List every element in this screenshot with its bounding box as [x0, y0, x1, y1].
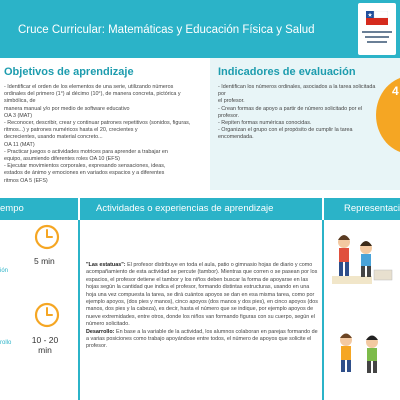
objectives-title: Objetivos de aprendizaje — [4, 66, 134, 78]
column-divider — [78, 198, 80, 220]
objectives-panel — [0, 58, 208, 190]
indicator-line: - Repiten formas numéricas conocidas. — [218, 120, 312, 127]
indicator-line: - Identifican los números ordinales, asociados a la tarea solicitada por — [218, 84, 376, 98]
section-header-band — [0, 198, 400, 220]
duration-unit: min — [38, 345, 52, 355]
column-divider — [322, 198, 324, 220]
ministry-logo — [358, 3, 396, 55]
indicators-title: Indicadores de evaluación — [218, 66, 356, 78]
activity-line: apoyos, (dos pies y manos), cinco apoyos (dos manos y dos pies), en cinco apoyos — [106, 299, 306, 306]
objective-line: ritmos OA 5 (EFS) — [4, 177, 48, 184]
logo-text-line — [365, 36, 389, 38]
closing-text: En base a la variable de la actividad, los alumnos colaboran en parejas formando de a varias posiciones como trabajo apoyándose entre todos, el número de apoyos que solicite el profesor. — [86, 328, 318, 350]
duration-value: 10 - 20 — [31, 335, 59, 345]
activity-line: (dos manos, dos pies y la cabeza), es decir, hasta el número que se indique, — [86, 299, 318, 313]
indicator-line: el profesor. — [218, 98, 245, 105]
activity-line: El profesor distribuye en toda el aula, patio o gimnasio hojas de diario y — [127, 262, 298, 268]
activity-line: por ejemplo apoyos de nueve extremidades, entre otros, donde los niños van — [86, 306, 314, 320]
objective-line: ordinales del primero (1°) al décimo (10°), de manera concreta, pictórica y simbólica, de — [4, 91, 181, 105]
logo-text-line — [362, 31, 392, 33]
objective-line: decrecientes, usando material concreto... — [4, 134, 103, 141]
duration-label — [28, 335, 62, 355]
objective-line: estados de ánimo y emociones en variados espacios y a diferentes — [4, 170, 165, 177]
header-bar — [0, 0, 400, 58]
page-title: Cruce Curricular: Matemáticas y Educación Física y Salud — [18, 24, 315, 36]
objective-line: equipo, asumiendo diferentes roles OA 10 (EFS) — [4, 156, 120, 163]
activity-closing — [86, 329, 318, 351]
logo-text-line — [367, 41, 387, 43]
duration-label: 5 min — [34, 256, 55, 266]
clock-icon — [34, 224, 60, 250]
activities-column-header: Actividades o experiencias de aprendizaje — [96, 203, 274, 214]
time-column-header: empo — [0, 203, 24, 214]
flag-icon — [366, 11, 388, 25]
level-badge-digit: 4 — [392, 84, 399, 98]
indicators-panel — [210, 58, 400, 190]
objective-line: - Practicar juegos o actividades motrices para aprender a trabajar en — [4, 148, 168, 155]
children-group-illustration — [330, 326, 398, 386]
indicator-line: - Organizan el grupo con el propósito de cumplir la tarea encomendada. — [218, 127, 353, 141]
representation-column-header: Representaci — [344, 203, 400, 214]
column-divider — [322, 220, 324, 400]
objective-line: manera manual y/o por medio de software educativo — [4, 105, 130, 112]
objective-line: OA 11 (MAT) — [4, 141, 35, 148]
phase-label: ión — [0, 268, 9, 274]
objectives-body — [4, 84, 204, 185]
objective-line: - Ejecutar movimientos corporales, expresando sensaciones, ideas, — [4, 163, 166, 170]
clock-icon — [34, 302, 60, 328]
activity-line: corren o se pasean por los espacios, el profesor detiene el tambor y los niños — [86, 269, 318, 283]
objective-line: OA 3 (MAT) — [4, 112, 33, 119]
activity-line: formando figuras con su cuerpo, según el número solicitado. — [86, 313, 315, 328]
phase-label: rollo — [0, 340, 12, 346]
objective-line: - Identificar el orden de los elementos de una serie, utilizando números — [4, 84, 174, 90]
closing-title: Desarrollo: — [86, 328, 115, 335]
children-playing-illustration — [330, 226, 398, 296]
column-divider — [78, 220, 80, 400]
indicators-body — [218, 84, 378, 142]
activity-line: como acompañamiento de esta actividad se percute (tambor). Mientras que — [86, 262, 313, 276]
activity-line: deben buscar la forma de apoyarse en las hojas según la cantidad que indica — [86, 276, 309, 291]
activity-description — [86, 262, 318, 351]
objective-line: - Reconocer, describir, crear y continuar patrones repetitivos (sonidos, figuras, ritmos...) y patrones numéricos hasta el 20, crecientes y — [4, 120, 191, 134]
activity-line: el profesor, formando distintas estructuras, usando en una hoja una vez compuesta la tarea, — [86, 284, 310, 298]
activity-title: "Las estatuas": — [86, 262, 126, 268]
activity-paragraph — [86, 262, 318, 329]
indicator-line: - Crean formas de apoyo a partir de número solicitado por el profesor. — [218, 105, 363, 119]
activity-line: se dirá cuántos apoyos se dan en esa misma tarea, como por ejemplo — [86, 291, 315, 306]
